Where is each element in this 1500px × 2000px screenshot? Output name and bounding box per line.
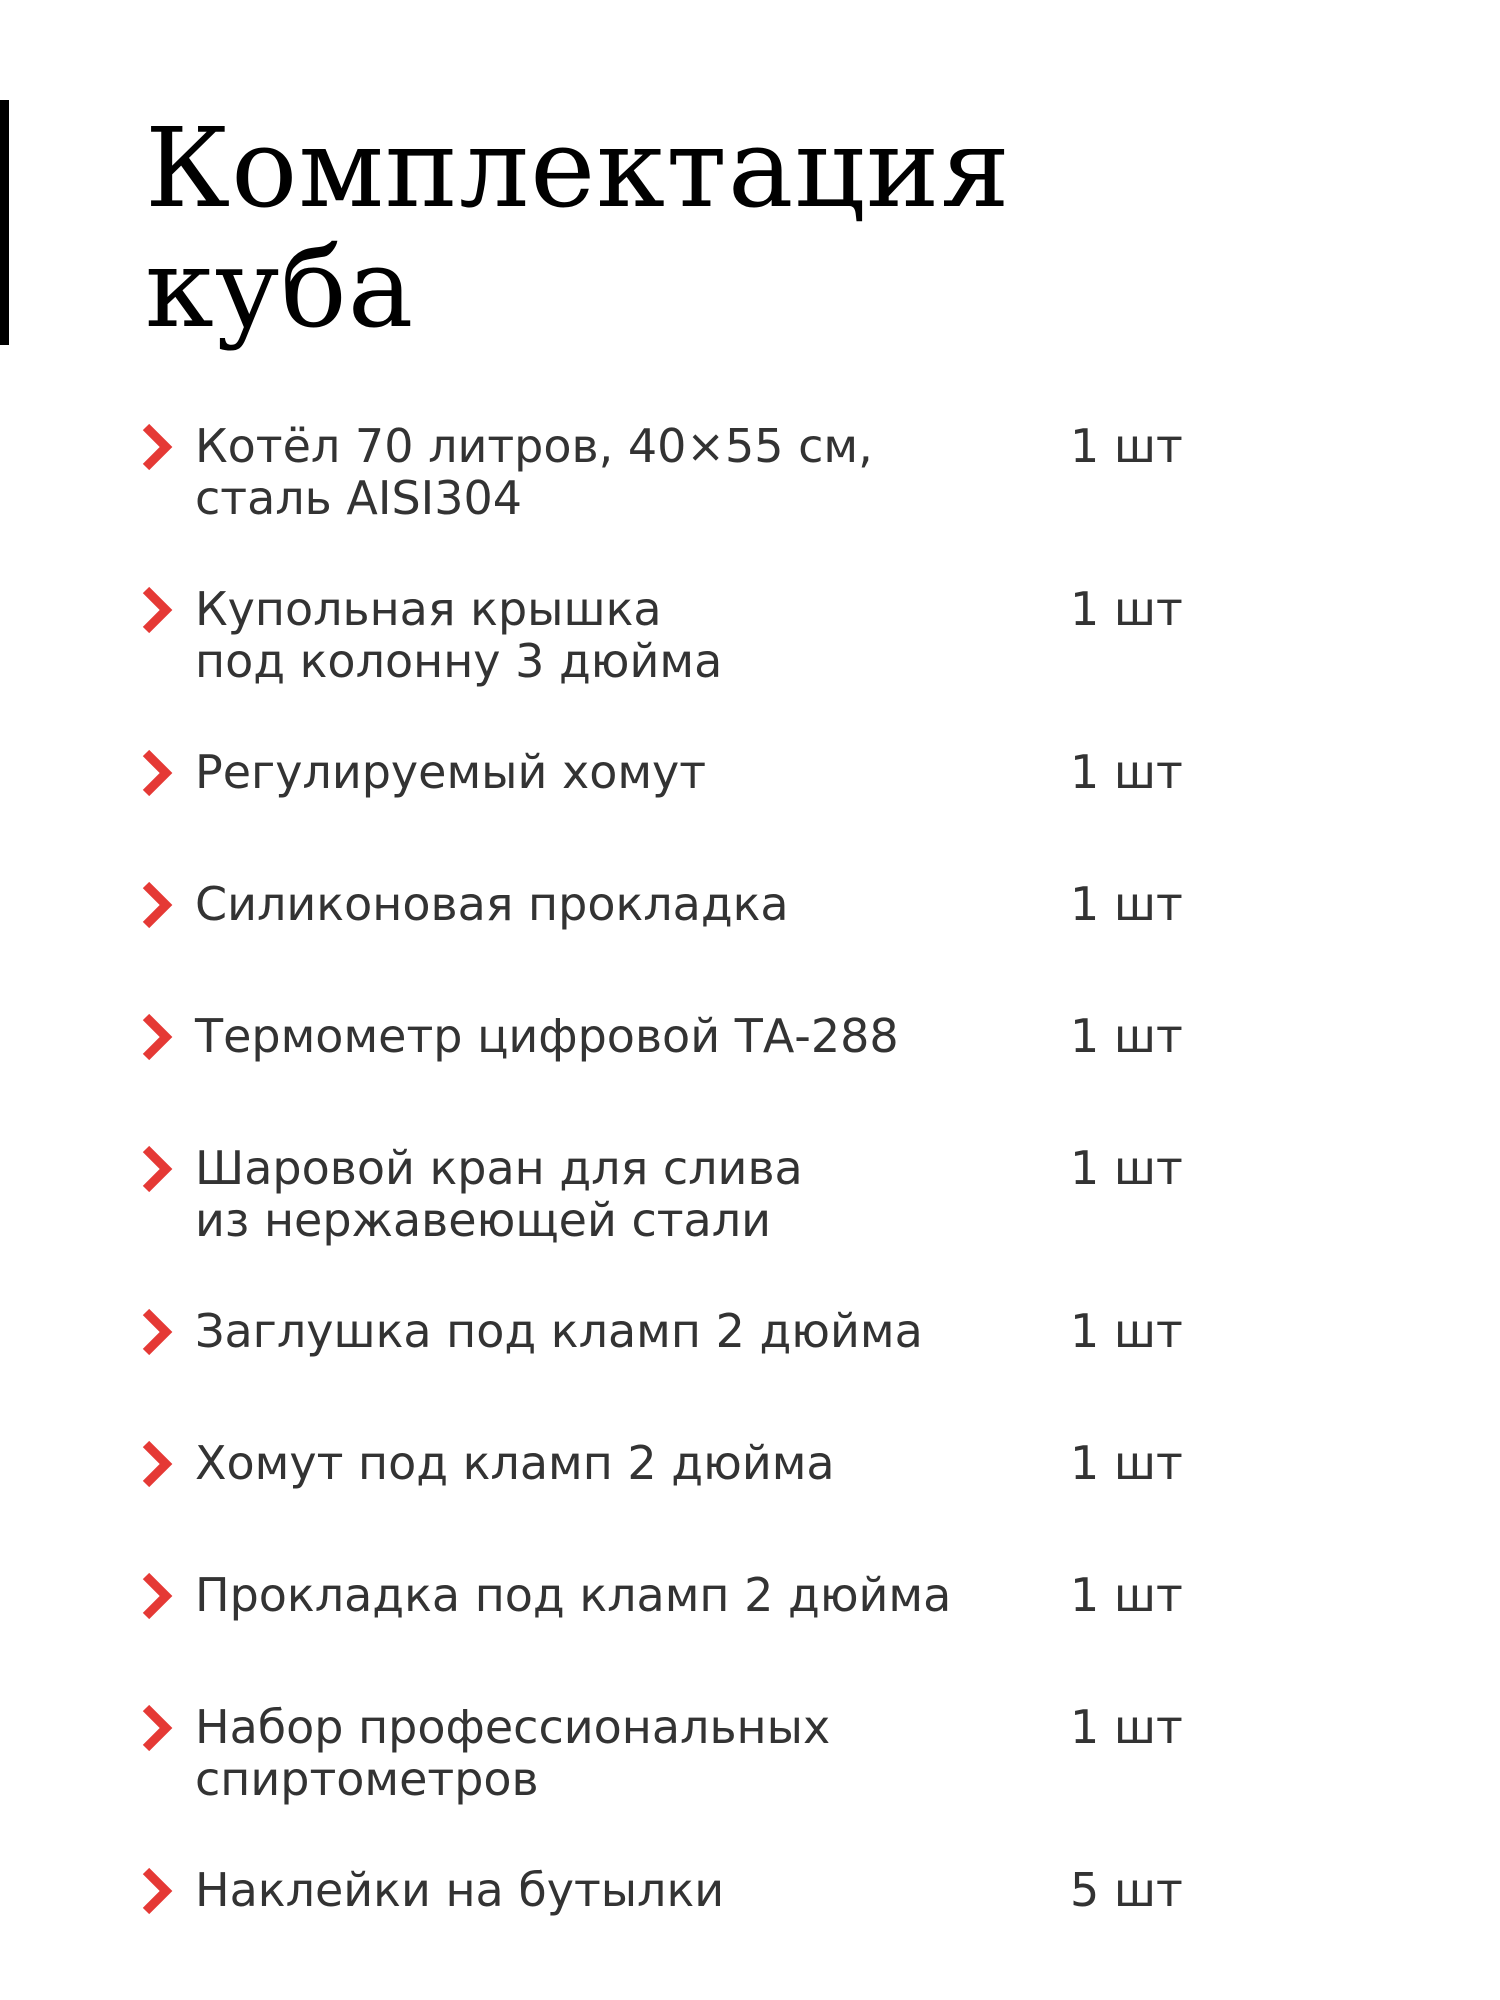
item-label: Заглушка под кламп 2 дюйма [195,1304,923,1358]
list-item [0,1142,1500,1262]
list-item [0,1569,1500,1689]
item-quantity: 1 шт [1070,1700,1183,1754]
chevron-right-icon [140,1704,174,1752]
item-label: Шаровой кран для слива из нержавеющей стали [195,1141,803,1247]
item-quantity: 1 шт [1070,745,1183,799]
list-item [0,746,1500,866]
item-label: Купольная крышка под колонну 3 дюйма [195,582,723,688]
item-label: Наклейки на бутылки [195,1863,725,1917]
item-quantity: 5 шт [1070,1863,1183,1917]
page-title-line-2: куба [145,224,415,352]
chevron-right-icon [140,1308,174,1356]
item-label: Котёл 70 литров, 40×55 см, сталь AISI304 [195,419,873,525]
item-quantity: 1 шт [1070,1436,1183,1490]
chevron-right-icon [140,1145,174,1193]
item-quantity: 1 шт [1070,1009,1183,1063]
item-quantity: 1 шт [1070,582,1183,636]
item-quantity: 1 шт [1070,1568,1183,1622]
item-quantity: 1 шт [1070,877,1183,931]
item-label: Набор профессиональных спиртометров [195,1700,831,1806]
item-quantity: 1 шт [1070,1304,1183,1358]
item-label: Силиконовая прокладка [195,877,789,931]
accent-bar [0,100,9,345]
item-label: Прокладка под кламп 2 дюйма [195,1568,952,1622]
list-item [0,878,1500,998]
item-quantity: 1 шт [1070,1141,1183,1195]
chevron-right-icon [140,1867,174,1915]
list-item [0,1701,1500,1821]
list-item [0,1010,1500,1130]
chevron-right-icon [140,1440,174,1488]
item-quantity: 1 шт [1070,419,1183,473]
chevron-right-icon [140,586,174,634]
chevron-right-icon [140,1013,174,1061]
chevron-right-icon [140,1572,174,1620]
chevron-right-icon [140,749,174,797]
list-item [0,1305,1500,1425]
chevron-right-icon [140,881,174,929]
page-title [145,104,1011,352]
item-label: Регулируемый хомут [195,745,707,799]
list-item [0,583,1500,703]
page-title-line-1: Комплектация [145,104,1011,232]
item-label: Термометр цифровой ТА-288 [195,1009,899,1063]
item-label: Хомут под кламп 2 дюйма [195,1436,835,1490]
chevron-right-icon [140,423,174,471]
list-item [0,1864,1500,1984]
list-item [0,420,1500,540]
list-item [0,1437,1500,1557]
